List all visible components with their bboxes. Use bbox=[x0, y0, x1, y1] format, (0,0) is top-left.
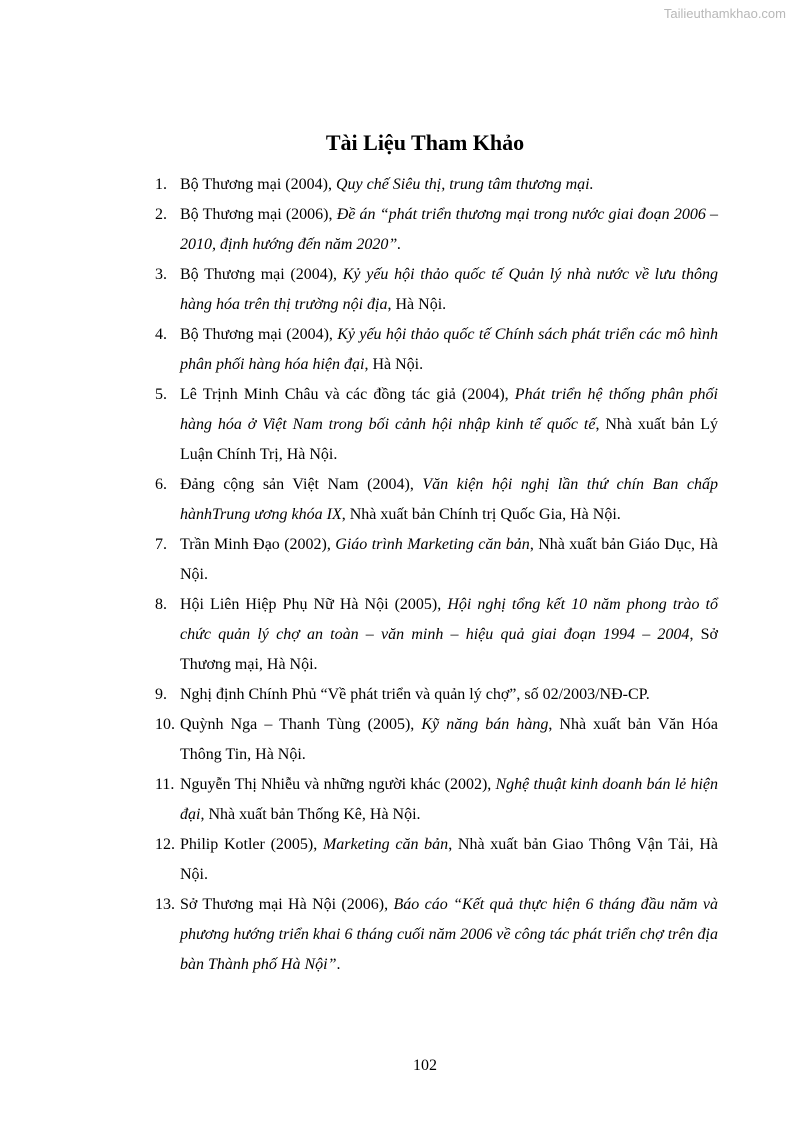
page-number: 102 bbox=[413, 1057, 437, 1074]
reference-text: , Hà Nội. bbox=[387, 296, 447, 313]
reference-title: Marketing căn bản bbox=[322, 836, 449, 853]
reference-item bbox=[155, 770, 718, 830]
reference-title: Đề án “phát triển thương mại trong nước giai đoạn 2006 – 2010, định hướng đến năm 2020”. bbox=[180, 206, 719, 253]
reference-number: 9. bbox=[155, 686, 167, 703]
reference-title: Kỹ năng bán hàng bbox=[421, 716, 549, 733]
reference-text: , Nhà xuất bản Giáo Dục, Hà Nội. bbox=[180, 536, 719, 583]
reference-item bbox=[155, 890, 718, 980]
reference-number: 4. bbox=[155, 326, 167, 343]
reference-title: Kỷ yếu hội thảo quốc tế Chính sách phát triển các mô hình phân phối hàng hóa hiện đại bbox=[180, 326, 719, 373]
reference-text: , Hà Nội. bbox=[364, 356, 424, 373]
reference-text: , Nhà xuất bản Thống Kê, Hà Nội. bbox=[200, 806, 421, 823]
reference-title: Báo cáo “Kết quả thực hiện 6 tháng đầu năm và phương hướng triển khai 6 tháng cuối năm 2006 về công tác phát triển chợ trên địa bàn Thành phố Hà Nội” bbox=[180, 896, 719, 973]
reference-list bbox=[155, 170, 718, 980]
reference-title: Hội nghị tổng kết 10 năm phong trào tổ chức quản lý chợ an toàn – văn minh – hiệu quả giai đoạn 1994 – 2004 bbox=[180, 596, 718, 643]
reference-text: Bộ Thương mại (2006), bbox=[180, 206, 337, 223]
reference-text: , Nhà xuất bản Văn Hóa Thông Tin, Hà Nội. bbox=[180, 716, 719, 763]
reference-text: Đảng cộng sản Việt Nam (2004), bbox=[180, 476, 423, 493]
reference-item bbox=[155, 260, 718, 320]
reference-number: 5. bbox=[155, 386, 167, 403]
reference-item bbox=[155, 710, 718, 770]
reference-title: Văn kiện hội nghị lần thứ chín Ban chấp hànhTrung ương khóa IX bbox=[180, 476, 718, 523]
reference-title: Quy chế Siêu thị, trung tâm thương mại. bbox=[335, 176, 594, 193]
reference-number: 11. bbox=[155, 776, 175, 793]
reference-title: Nghệ thuật kinh doanh bán lẻ hiện đại bbox=[180, 776, 718, 823]
reference-number: 7. bbox=[155, 536, 167, 553]
reference-text: , Sở Thương mại, Hà Nội. bbox=[180, 626, 719, 673]
reference-number: 3. bbox=[155, 266, 167, 283]
page-title: Tài Liệu Tham Khảo bbox=[325, 130, 525, 155]
watermark: Tailieuthamkhao.com bbox=[663, 6, 786, 21]
reference-text: Trần Minh Đạo (2002), bbox=[180, 536, 336, 553]
reference-number: 8. bbox=[155, 596, 167, 613]
reference-text: Hội Liên Hiệp Phụ Nữ Hà Nội (2005), bbox=[180, 596, 448, 613]
reference-item bbox=[155, 530, 718, 590]
reference-text: Nghị định Chính Phủ “Về phát triển và quản lý chợ”, số 02/2003/NĐ-CP. bbox=[180, 686, 650, 703]
reference-text: Bộ Thương mại (2004), bbox=[180, 266, 343, 283]
reference-item bbox=[155, 680, 718, 710]
reference-number: 12. bbox=[155, 836, 175, 853]
reference-item bbox=[155, 170, 718, 200]
reference-number: 10. bbox=[155, 716, 175, 733]
reference-title: Kỷ yếu hội thảo quốc tế Quản lý nhà nước về lưu thông hàng hóa trên thị trường nội địa bbox=[180, 266, 718, 313]
reference-text: Bộ Thương mại (2004), bbox=[180, 326, 338, 343]
reference-item bbox=[155, 590, 718, 680]
reference-text: Nguyễn Thị Nhiễu và những người khác (2002), bbox=[180, 776, 496, 793]
reference-title: Giáo trình Marketing căn bản bbox=[335, 536, 530, 553]
reference-text: . bbox=[336, 956, 341, 973]
reference-text: Bộ Thương mại (2004), bbox=[180, 176, 336, 193]
reference-item bbox=[155, 200, 718, 260]
reference-item bbox=[155, 830, 718, 890]
reference-item bbox=[155, 320, 718, 380]
reference-item bbox=[155, 470, 718, 530]
reference-text: Philip Kotler (2005), bbox=[180, 836, 323, 853]
reference-number: 6. bbox=[155, 476, 167, 493]
reference-text: Quỳnh Nga – Thanh Tùng (2005), bbox=[180, 716, 422, 733]
reference-text: , Nhà xuất bản Chính trị Quốc Gia, Hà Nội. bbox=[341, 506, 621, 523]
reference-number: 13. bbox=[155, 896, 175, 913]
reference-title: Phát triển hệ thống phân phối hàng hóa ở Việt Nam trong bối cảnh hội nhập kinh tế quốc tế bbox=[180, 386, 718, 433]
reference-text: Lê Trịnh Minh Châu và các đồng tác giả (2004), bbox=[180, 386, 515, 403]
reference-text: , Nhà xuất bản Lý Luận Chính Trị, Hà Nội. bbox=[180, 416, 719, 463]
reference-item bbox=[155, 380, 718, 470]
reference-text: , Nhà xuất bản Giao Thông Vận Tải, Hà Nội. bbox=[180, 836, 718, 883]
reference-text: Sở Thương mại Hà Nội (2006), bbox=[180, 896, 394, 913]
reference-number: 1. bbox=[155, 176, 167, 193]
reference-number: 2. bbox=[155, 206, 167, 223]
